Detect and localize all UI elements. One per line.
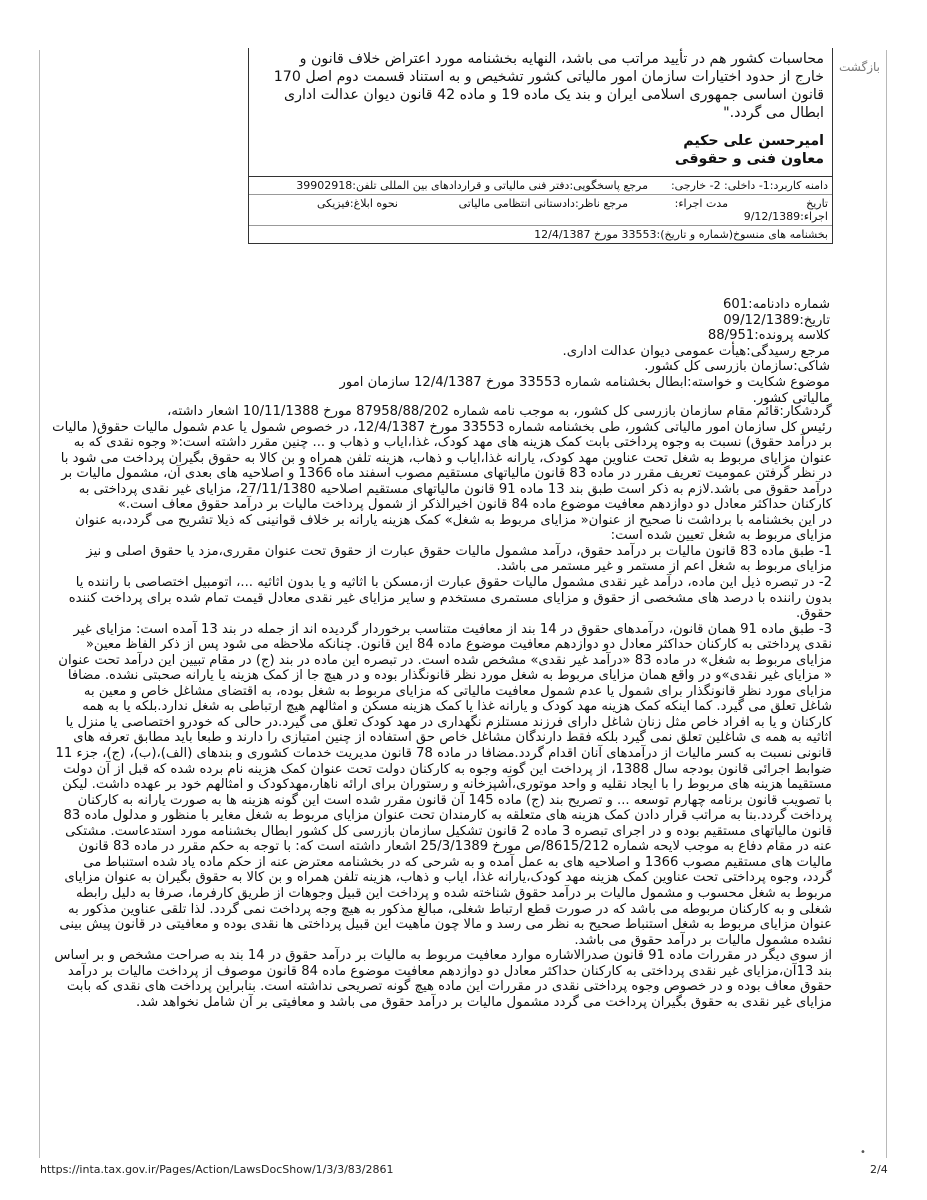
header-line: موضوع شکایت و خواسته:ابطال بخشنامه شماره 33553 مورخ 12/4/1387 سازمان امور مالیاتی کشور.	[339, 374, 830, 406]
meta-exec-date: تاریخ اجراء:9/12/1389	[743, 197, 828, 223]
footer-page-number: 2/4	[870, 1163, 888, 1176]
body-paragraph: در این بخشنامه با برداشت نا صحیح از عنوان« مزایای مربوط به شغل» کمک هزینه یارانه بر خلاف قوانینی که ذیلا تشریح می گردد،به عنوان مزایای مربوط به شغل تعیین شده است:	[75, 512, 832, 544]
body-paragraph: 2- در تبصره ذیل این ماده، درآمد غیر نقدی مشمول مالیات حقوق عبارت از،مسکن با اثاثیه و یا بدون اثاثیه ...، اتومبیل اختصاصی با راننده یا بدون راننده با درصد های مشخصی از حقوق و مزایای مستمری مستخدم و سایر مزایای غیر نقدی معادل قیمت تمام شده برای پرداخت کننده حقوق.	[68, 575, 832, 622]
meta-supervisor: مرجع ناظر:دادستانی انتظامی مالیاتی	[458, 197, 628, 210]
body-paragraph: از سوی دیگر در مقررات ماده 91 قانون صدرالاشاره موارد معافیت مربوط به مالیات بر درآمد حقوق در 14 بند به صراحت مشخص و بر اساس بند 13آن،مزایای غیر نقدی پرداختی به کارکنان حداکثر معادل دو دوازدهم معافیت موضوع ماده 84 قانون موصوف از پرداخت مالیات بر درآمد حقوق معاف بوده و در خصوص وجوه پرداختی نقدی در مقررات این ماده هیچ گونه تصریحی نداشته است. بنابراین پرداخت های نقدی که بابت مزایای غیر نقدی به حقوق بگیران پرداخت می گردد مشمول مالیات بر درآمد حقوق می باشد و معافیتی بر آن شامل نخواهد شد.	[54, 948, 832, 1010]
box-text	[249, 48, 832, 122]
body-paragraph: رئیس کل سازمان امور مالیاتی کشور، طی بخشنامه شماره 33553 مورخ 12/4/1387، در خصوص شمول یا عدم شمول مالیات حقوق( مالیات بر درآمد حقوق) نسبت به وجوه پرداختی بابت کمک هزینه های مهد کودک، غذا،ایاب و ذهاب و ... چنین مقرر داشته است:« وجوه نقدی که به عنوان مزایای مربوط به شغل تحت عناوین مهد کودک، یارانه غذا،ایاب و ذهاب، هزینه تلفن همراه و بن کالا به حقوق بگیران پرداخت می شود با در نظر گرفتن عمومیت تعریف مقرر در ماده 83 قانون مالیاتهای مستقیم مصوب اسفند ماه 1366 و اصلاحیه های بعدی آن، مشمول مالیات بر درآمد حقوق می باشد.لازم به ذکر است طبق بند 13 ماده 91 قانون مالیاتهای مستقیم اصلاحیه 27/11/1380، مزایای غیر نقدی پرداختی به کارکنان حداکثر معادل دو دوازدهم معافیت موضوع ماده 84 قانون اخیرالذکر از شمول پرداخت مالیات بر درآمد حقوق معاف است.»	[52, 419, 832, 513]
meta-superseded: بخشنامه های منسوخ(شماره و تاریخ):33553 مورخ 12/4/1387	[534, 228, 828, 241]
header-line: کلاسه پرونده:88/951	[707, 328, 830, 344]
box-line: خارج از حدود اختیارات سازمان امور مالیاتی کشور تشخیص و به استناد قسمت دوم اصل 170	[273, 69, 824, 85]
previous-circular-box	[248, 48, 833, 244]
meta-scope: دامنه کاربرد:1- داخلی: 2- خارجی:	[670, 179, 828, 192]
body-paragraph: گردشکار:قائم مقام سازمان بازرسی کل کشور، به موجب نامه شماره 87958/88/202 مورخ 10/11/1388 اشعار داشته،	[167, 404, 832, 419]
decorative-dot: •	[860, 1147, 866, 1158]
box-line: محاسبات کشور هم در تأیید مراتب می باشد، النهایه بخشنامه مورد اعتراض خلاف قانون و	[299, 51, 824, 67]
signer-name: امیرحسن علی حکیم	[683, 133, 824, 149]
header-line: شاکی:سازمان بازرسی کل کشور.	[644, 359, 830, 375]
signature	[249, 122, 832, 168]
meta-row	[249, 195, 832, 226]
box-line: قانون اساسی جمهوری اسلامی ایران و بند یک ماده 19 و ماده 42 قانون دیوان عدالت اداری	[284, 87, 824, 103]
header-line: شماره دادنامه:601	[722, 297, 830, 312]
meta-duration: مدت اجراء:	[674, 197, 728, 210]
frame-left-border	[39, 50, 40, 1158]
body-paragraph: 1- طبق ماده 83 قانون مالیات بر درآمد حقوق، درآمد مشمول مالیات حقوق عبارت از حقوق تحت عنوان مقرری،مزد یا حقوق اصلی و نیز مزایای مربوط به شغل اعم از مستمر و غیر مستمر می باشد.	[86, 543, 832, 575]
frame-right-border	[886, 50, 887, 1158]
header-line: مرجع رسیدگی:هیأت عمومی دیوان عدالت اداری.	[562, 343, 830, 359]
meta-delivery: نحوه ابلاغ:فیزیکی	[316, 197, 398, 210]
verdict-header	[300, 297, 830, 406]
meta-responder: مرجع پاسخگویی:دفتر فنی مالیاتی و قراردادهای بین المللی تلفن:39902918	[296, 179, 648, 192]
body-paragraph: 3- طبق ماده 91 همان قانون، درآمدهای حقوق در 14 بند از معافیت متناسب برخوردار گردیده اند از جمله در بند 13 آمده است: مزایای غیر نقدی پرداختی به کارکنان حداکثر معادل دو دوازدهم معافیت موضوع ماده 84 این قانون. چنانکه ملاحظه می شود پس از ذکر الفاظ معین« مزایای مربوط به شغل» در ماده 83 «درآمد غیر نقدی» مشخص شده است. در تبصره این ماده در بند (ج) در مقام تبیین این درآمد تحت عنوان « مزایای غیر نقدی»و در واقع همان مزایای مربوط به شغل مورد نظر قانونگذار بوده و در هیچ جا از کمک هزینه یا یارانه صحبتی نشده. مضافا مزایای مورد نظر قانونگذار برای شمول یا عدم شمول معافیت مالیاتی که مزایای مربوط به شغل بوده، به اقتضای مشاغل خاص و معین به شاغل تعلق می گیرد. کما اینکه کمک هزینه مهد کودک و یارانه غذا یا کمک هزینه مسکن و امثالهم هیچ ارتباطی به شغل ندارد.بلکه یا به همه کارکنان و یا به افراد خاص مثل زنان شاغل دارای فرزند مستلزم نگهداری در مهد کودک تعلق می گیرد.در حالی که خودرو اختصاصی یا منزل یا اثاثیه به همه ی شاغلین تعلق نمی گیرد بلکه فقط دارندگان مشاغل خاص حق استفاده از چنین امتیازی را دارند و طبعا باید مطابق تعرفه های قانونی نسبت به کسر مالیات از درآمدهای آنان اقدام گردد.مضافا در ماده 78 قانون مدیریت خدمات کشوری و بندهای (الف)،(ب)، (ج)، جزء 11 ضوابط اجرائی قانون بودجه سال 1388، از پرداخت این گونه وجوه به کارکنان دولت تحت عنوان کمک هزینه نام برده شده که قبل از آن دولت مستقیما هزینه های مربوط را با ایجاد نقلیه و واحد موتوری،آشپزخانه و رستوران برای ارائه ناهار،مهدکودک و امثالهم خود بر عهده داشت. لیکن با تصویب قانون برنامه چهارم توسعه ... و تصریح بند (ج) ماده 145 آن قانون مقرر شده است این گونه هزینه ها به صورت یارانه به کارکنان پرداخت گردد.بنا به مراتب قرار دادن کمک هزینه های متعلقه به کارمندان تحت عنوان مزایای مربوط به شغل مغایر با منظور و مدلول ماده 83 قانون مالیاتهای مستقیم بوده و در اجرای تبصره 3 ماده 2 قانون تشکیل سازمان بازرسی کل کشور ابطال بخشنامه مورد استدعاست. مشتکی عنه در مقام دفاع به موجب لایحه شماره 8615/212/ص مورخ 25/3/1389 اشعار داشته است که: با توجه به حکم مقرر در ماده 83 قانون مالیات های مستقیم مصوب 1366 و اصلاحیه های به عمل آمده و به شرحی که در بخشنامه معترض عنه از حکم ماده یاد شده استنباط می گردد، وجوه پرداختی تحت عناوین کمک هزینه مهد کودک،یارانه غذا، ایاب و ذهاب، هزینه تلفن همراه و بن کالا به حقوق بگیران به عنوان مزایای مربوط به شغل محسوب و مشمول مالیات بر درآمد حقوق شناخته شده و پرداخت این قبیل وجوهات از طریق کارفرما، صرفا به دلیل رابطه شغلی و به کارکنان مربوطه می باشد که در صورت قطع ارتباط شغلی، مبالغ مذکور به هیچ وجه پرداخت نمی گردد. لذا تلقی عناوین مذکور به عنوان مزایای مربوط به شغل استنباط صحیح به نظر می رسد و مالا چون ماهیت این قبیل پرداختی ها نقدی بوده و معافیتی در قانون پیش بینی نشده مشمول مالیات بر درآمد حقوق می باشد.	[55, 621, 832, 948]
footer-url: https://inta.tax.gov.ir/Pages/Action/LawsDocShow/1/3/3/83/2861	[40, 1163, 394, 1176]
meta-row	[249, 177, 832, 195]
signer-title: معاون فنی و حقوقی	[674, 151, 824, 167]
box-line: ابطال می گردد."	[723, 105, 824, 121]
back-link[interactable]: بازگشت	[839, 60, 880, 74]
meta-table	[249, 176, 832, 243]
verdict-body	[52, 404, 832, 1010]
header-line: تاریخ:09/12/1389	[723, 312, 830, 328]
